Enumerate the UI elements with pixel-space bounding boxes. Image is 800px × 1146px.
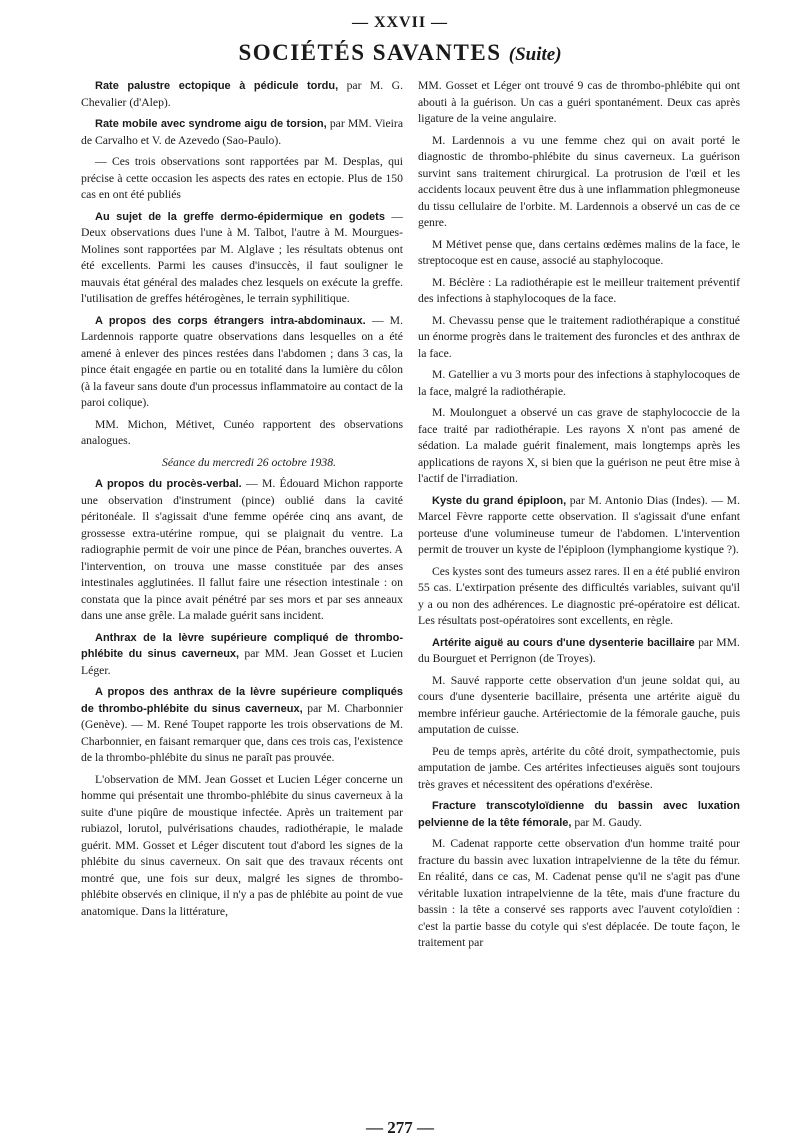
title-text: SOCIÉTÉS SAVANTES xyxy=(238,40,502,65)
paragraph: M. Gatellier a vu 3 morts pour des infections à staphylocoques de la face, malgré la radiothérapie. xyxy=(418,368,740,398)
entry-text: par M. Charbonnier (Genève). — M. René Toupet rapporte les trois observations de M. Charbonnier, en faisant remarquer que, dans ces trois cas, l'existence de la thrombo-phlébite du sinus ne paraît pas prouvée. xyxy=(81,701,403,764)
entry-greffe xyxy=(81,209,403,308)
paragraph: MM. Michon, Métivet, Cunéo rapportent des observations analogues. xyxy=(81,417,403,447)
entry-fracture xyxy=(418,798,740,831)
paragraph: M. Chevassu pense que le traitement radiothérapique a constitué un énorme progrès dans le traitement des furoncles et des anthrax de la face. xyxy=(418,313,740,360)
entry-text: par MM. Jean Gosset et Lucien Léger. xyxy=(81,647,403,677)
entry-heading: Rate mobile avec syndrome aigu de torsion, xyxy=(95,118,327,130)
entry-proces-verbal xyxy=(81,476,403,625)
entry-heading: Anthrax de la lèvre supérieure compliqué de thrombo-phlébite du sinus caverneux, xyxy=(81,631,403,660)
paragraph: M. Moulonguet a observé un cas grave de staphylococcie de la face traité par radiothérapie. Les rayons X n'ont pas amené de sédation. La malade guérit finalement, mais longtemps après les applications de rayons X, si bien que la guérison ne peut être mise à l'actif de l'irradiation. xyxy=(418,406,740,485)
entry-arterite xyxy=(418,635,740,668)
entry-kyste xyxy=(418,493,740,559)
entry-text: par M. Gaudy. xyxy=(571,815,642,829)
entry-heading: Artérite aiguë au cours d'une dysenterie bacillaire xyxy=(432,636,695,649)
paragraph: M. Béclère : La radiothérapie est le meilleur traitement préventif des infections à staphylocoques de la face. xyxy=(418,275,740,305)
entry-heading: Au sujet de la greffe dermo-épidermique en godets xyxy=(95,210,385,223)
paragraph: M. Sauvé rapporte cette observation d'un jeune soldat qui, au cours d'une dysenterie bacillaire, présenta une artérite aiguë du membre inférieur gauche. Artériectomie de la fémorale gauche, puis amputation de cuisse. xyxy=(418,673,740,736)
entry-rate-mobile xyxy=(81,116,403,149)
entry-text: par MM. du Bourguet et Perrignon (de Troyes). xyxy=(418,635,740,665)
entry-text: par M. Antonio Dias (Indes). — M. Marcel Fèvre rapporte cette observation. Il s'agissait d'une enfant porteuse d'une volumineuse tumeur de l'abdomen. L'intervention permit de trouver un kyste de l'épiploon (lymphangiome kystique ?). xyxy=(418,493,740,556)
entry-rate-palustre xyxy=(81,78,403,111)
right-column xyxy=(418,78,740,957)
paragraph: — Ces trois observations sont rapportées par M. Desplas, qui précise à cette occasion les aspects des rates en ectopie. Plus de 150 cas en ont été publiés xyxy=(81,155,403,201)
roman-page-number: — XXVII — xyxy=(351,14,449,31)
session-date: Séance du mercredi 26 octobre 1938. xyxy=(162,455,336,469)
page-number: — 277 — xyxy=(366,1118,434,1137)
paragraph: M. Lardennois a vu une femme chez qui on avait porté le diagnostic de thrombo-phlébite du sinus caverneux. La guérison survint sans traitement chirurgical. La protrusion de l'œil et les accidents locaux peuvent être dus à une inflammation phlegmoneuse du tissu cellulaire de l'orbite. M. Lardennois a observé un cas de ce genre. xyxy=(418,133,740,229)
entry-text: — M. Édouard Michon rapporte une observation d'instrument (pince) oublié dans la cavité péritonéale. Il s'agissait d'une femme opérée cinq ans avant, de grossesse extra-utérine rompue, qui se plaignait du ventre. La radiographie permit de voir une pince de Péan, branches ouvertes. A l'intervention, on trouva une masse constituée par des anses intestinales agglutinées. Il fallut faire une résection intestinale : on constata que la pince avait pénétré par ses mors et par ses anneaux dans une anse grêle. La malade guérit sans incident. xyxy=(81,477,403,622)
paragraph: MM. Gosset et Léger ont trouvé 9 cas de thrombo-phlébite qui ont abouti à la guérison. Un cas a guéri spontanément. Deux cas après ligature de la veine angulaire. xyxy=(418,79,740,125)
entry-heading: Fracture transcotyloïdienne du bassin avec luxation pelvienne de la tête fémorale, xyxy=(418,800,740,829)
entry-heading: A propos du procès-verbal. xyxy=(95,478,242,490)
entry-anthrax-compliques xyxy=(81,684,403,767)
title-suffix: (Suite) xyxy=(508,44,562,65)
entry-text: — Deux observations dues l'une à M. Talbot, l'autre à M. Mourgues-Molines sont rapportées par M. Alglave ; les résultats obtenus ont été excellents. Parmi les causes d'insuccès, il faut souligner le mauvais état général des malades chez lesquels on exécute la greffe. l'utilisation de greffes hétérogènes, le terrain syphilitique. xyxy=(81,209,403,305)
entry-corps-etrangers xyxy=(81,313,403,412)
paragraph: L'observation de MM. Jean Gosset et Lucien Léger concerne un homme qui présentait une thrombo-phlébite du sinus caverneux à la suite d'une piqûre de moustique infectée. Après un traitement par rubiazol, lorutol, pulvérisations chaudes, radiothérapie, le malade guérit. MM. Gosset et Léger discutent tout d'abord les signes de la phlébite du sinus caverneux. On sait que des travaux récents ont montré que, une fois sur deux, malgré les signes de thrombo-phlébite observés en clinique, il n'y a pas de phlébite au point de vue anatomique. Dans la littérature, xyxy=(81,772,403,918)
entry-heading: Kyste du grand épiploon, xyxy=(432,494,567,507)
entry-text: par MM. Vieira de Carvalho et V. de Azevedo (Sao-Paulo). xyxy=(81,117,404,147)
entry-text: par M. G. Chevalier (d'Alep). xyxy=(81,79,403,109)
paragraph: M. Cadenat rapporte cette observation d'un homme traité pour fracture du bassin avec luxation intrapelvienne de la tête du fémur. En réalité, dans ce cas, M. Cadenat pense qu'il ne s'agit pas d'une véritable luxation intrapelvienne de la tête, mais d'une fracture du bassin : la tête a conservé ses rapports avec l'auvent cotyloïdien : c'est la partie basse du cotyle qui s'est déplacée. De toute façon, le traitement par xyxy=(418,837,740,949)
entry-heading: A propos des corps étrangers intra-abdominaux. xyxy=(95,314,366,327)
entry-heading: Rate palustre ectopique à pédicule tordu, xyxy=(95,80,339,92)
paragraph: Ces kystes sont des tumeurs assez rares. Il en a été publié environ 55 cas. L'extirpation présente des difficultés variables, suivant qu'il y a ou non des adhérences. Le diagnostic pré-opératoire est délicat. Les résultats post-opératoires sont excellents, en règle. xyxy=(418,564,740,627)
page-title xyxy=(0,40,800,66)
entry-anthrax xyxy=(81,630,403,680)
entry-text: — M. Lardennois rapporte quatre observations dans lesquelles on a été amené à enlever des pinces restées dans l'abdomen ; dans 3 cas, la pince était engagée en partie ou en totalité dans la lumière du côlon (à la faveur sans doute d'un processus inflammatoire au contact de la paroi colique). xyxy=(81,313,403,409)
entry-heading: A propos des anthrax de la lèvre supérieure compliqués de thrombo-phlébite du sinus caverneux, xyxy=(81,686,403,715)
left-column xyxy=(81,78,403,925)
paragraph: M Métivet pense que, dans certains œdèmes malins de la face, le streptocoque est en cause, associé au staphylocoque. xyxy=(418,237,740,267)
paragraph: Peu de temps après, artérite du côté droit, sympathectomie, puis amputation de jambe. Ces artérites infectieuses aiguës sont toujours très graves et nécessitent des opérations d'exérèse. xyxy=(418,744,740,791)
